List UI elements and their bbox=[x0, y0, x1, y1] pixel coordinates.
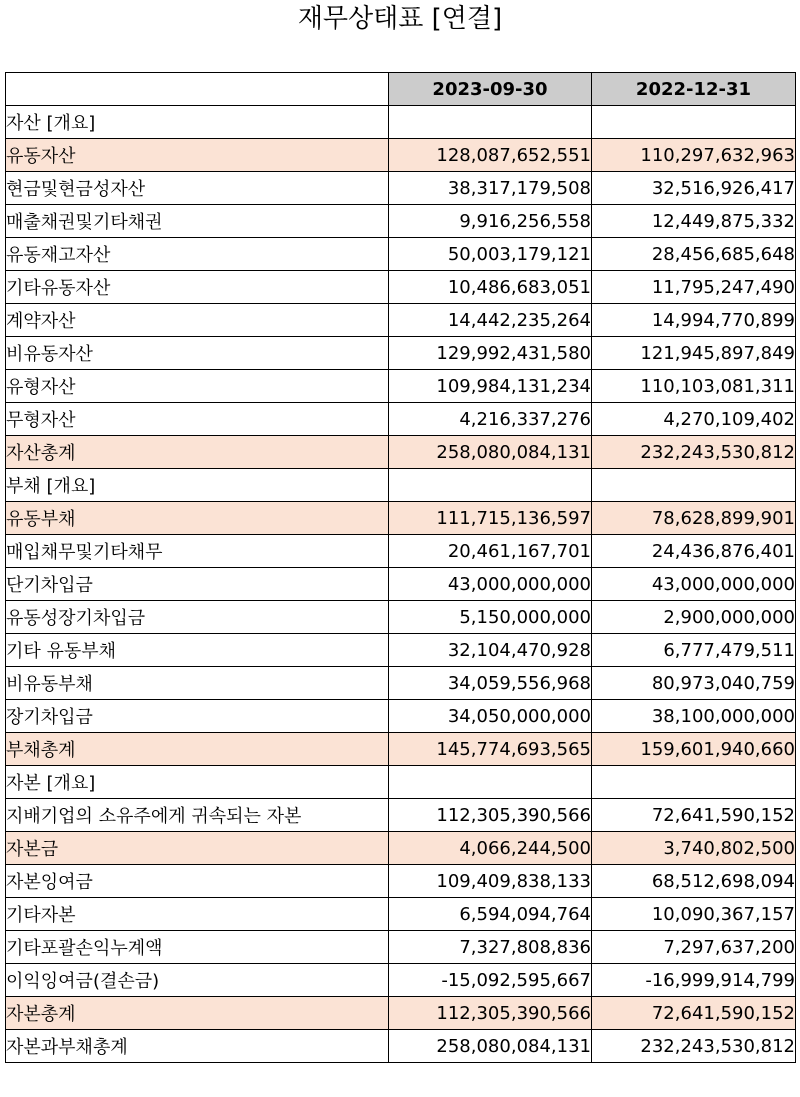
value-current: 109,984,131,234 bbox=[389, 370, 592, 403]
row-label: 매입채무및기타채무 bbox=[6, 535, 389, 568]
table-row bbox=[6, 832, 796, 865]
table-row bbox=[6, 205, 796, 238]
row-label: 자산총계 bbox=[6, 436, 389, 469]
value-current: 112,305,390,566 bbox=[389, 997, 592, 1030]
value-current: 111,715,136,597 bbox=[389, 502, 592, 535]
value-prior: 159,601,940,660 bbox=[592, 733, 796, 766]
value-current: 6,594,094,764 bbox=[389, 898, 592, 931]
row-label: 현금및현금성자산 bbox=[6, 172, 389, 205]
table-row bbox=[6, 601, 796, 634]
value-current: 20,461,167,701 bbox=[389, 535, 592, 568]
table-row bbox=[6, 931, 796, 964]
table-row bbox=[6, 535, 796, 568]
value-prior: 78,628,899,901 bbox=[592, 502, 796, 535]
table-body bbox=[6, 106, 796, 1063]
value-current: 4,216,337,276 bbox=[389, 403, 592, 436]
header-label-cell bbox=[6, 73, 389, 106]
value-current: 43,000,000,000 bbox=[389, 568, 592, 601]
row-label: 자본총계 bbox=[6, 997, 389, 1030]
value-current: 7,327,808,836 bbox=[389, 931, 592, 964]
header-row bbox=[6, 73, 796, 106]
value-prior: 12,449,875,332 bbox=[592, 205, 796, 238]
row-label: 계약자산 bbox=[6, 304, 389, 337]
value-prior: 2,900,000,000 bbox=[592, 601, 796, 634]
table-row bbox=[6, 997, 796, 1030]
row-label: 비유동자산 bbox=[6, 337, 389, 370]
value-prior: 28,456,685,648 bbox=[592, 238, 796, 271]
row-label: 무형자산 bbox=[6, 403, 389, 436]
value-current: 4,066,244,500 bbox=[389, 832, 592, 865]
value-prior: 4,270,109,402 bbox=[592, 403, 796, 436]
value-prior: 121,945,897,849 bbox=[592, 337, 796, 370]
value-current: 38,317,179,508 bbox=[389, 172, 592, 205]
value-current: 50,003,179,121 bbox=[389, 238, 592, 271]
value-prior: 110,103,081,311 bbox=[592, 370, 796, 403]
row-label: 단기차입금 bbox=[6, 568, 389, 601]
table-row bbox=[6, 733, 796, 766]
value-current: 128,087,652,551 bbox=[389, 139, 592, 172]
table-row bbox=[6, 271, 796, 304]
row-label: 지배기업의 소유주에게 귀속되는 자본 bbox=[6, 799, 389, 832]
value-current bbox=[389, 106, 592, 139]
value-prior: 38,100,000,000 bbox=[592, 700, 796, 733]
table-row bbox=[6, 469, 796, 502]
value-prior: 43,000,000,000 bbox=[592, 568, 796, 601]
table-row bbox=[6, 634, 796, 667]
row-label: 비유동부채 bbox=[6, 667, 389, 700]
row-label: 유동성장기차입금 bbox=[6, 601, 389, 634]
row-label: 유동자산 bbox=[6, 139, 389, 172]
table-row bbox=[6, 139, 796, 172]
table-row bbox=[6, 898, 796, 931]
value-current: 258,080,084,131 bbox=[389, 436, 592, 469]
value-prior bbox=[592, 469, 796, 502]
value-current: -15,092,595,667 bbox=[389, 964, 592, 997]
value-current: 109,409,838,133 bbox=[389, 865, 592, 898]
value-prior: 24,436,876,401 bbox=[592, 535, 796, 568]
financial-statement-table bbox=[5, 72, 796, 1063]
value-current bbox=[389, 469, 592, 502]
value-current: 9,916,256,558 bbox=[389, 205, 592, 238]
value-prior: 7,297,637,200 bbox=[592, 931, 796, 964]
value-prior: 72,641,590,152 bbox=[592, 997, 796, 1030]
value-prior: 32,516,926,417 bbox=[592, 172, 796, 205]
value-current: 34,050,000,000 bbox=[389, 700, 592, 733]
value-prior bbox=[592, 106, 796, 139]
row-label: 자본금 bbox=[6, 832, 389, 865]
table-row bbox=[6, 568, 796, 601]
value-prior: 3,740,802,500 bbox=[592, 832, 796, 865]
value-current bbox=[389, 766, 592, 799]
value-prior: 110,297,632,963 bbox=[592, 139, 796, 172]
row-label: 자본과부채총계 bbox=[6, 1030, 389, 1063]
header-date-prior: 2022-12-31 bbox=[592, 73, 796, 106]
row-label: 이익잉여금(결손금) bbox=[6, 964, 389, 997]
value-current: 14,442,235,264 bbox=[389, 304, 592, 337]
table-row bbox=[6, 865, 796, 898]
value-prior: 14,994,770,899 bbox=[592, 304, 796, 337]
row-label: 매출채권및기타채권 bbox=[6, 205, 389, 238]
value-current: 145,774,693,565 bbox=[389, 733, 592, 766]
value-prior: 232,243,530,812 bbox=[592, 1030, 796, 1063]
table-row bbox=[6, 403, 796, 436]
row-label: 장기차입금 bbox=[6, 700, 389, 733]
value-current: 5,150,000,000 bbox=[389, 601, 592, 634]
value-prior: 72,641,590,152 bbox=[592, 799, 796, 832]
table-row bbox=[6, 799, 796, 832]
row-label: 자본 [개요] bbox=[6, 766, 389, 799]
table-row bbox=[6, 106, 796, 139]
value-prior: 6,777,479,511 bbox=[592, 634, 796, 667]
table-row bbox=[6, 964, 796, 997]
table-row bbox=[6, 172, 796, 205]
value-prior: 11,795,247,490 bbox=[592, 271, 796, 304]
header-date-current: 2023-09-30 bbox=[389, 73, 592, 106]
row-label: 기타자본 bbox=[6, 898, 389, 931]
row-label: 부채 [개요] bbox=[6, 469, 389, 502]
row-label: 유동재고자산 bbox=[6, 238, 389, 271]
value-current: 112,305,390,566 bbox=[389, 799, 592, 832]
table-row bbox=[6, 238, 796, 271]
table-row bbox=[6, 502, 796, 535]
row-label: 자산 [개요] bbox=[6, 106, 389, 139]
value-current: 258,080,084,131 bbox=[389, 1030, 592, 1063]
value-prior: 10,090,367,157 bbox=[592, 898, 796, 931]
table-row bbox=[6, 436, 796, 469]
table-row bbox=[6, 766, 796, 799]
row-label: 부채총계 bbox=[6, 733, 389, 766]
value-current: 10,486,683,051 bbox=[389, 271, 592, 304]
table-row bbox=[6, 304, 796, 337]
value-current: 32,104,470,928 bbox=[389, 634, 592, 667]
table-row bbox=[6, 370, 796, 403]
row-label: 자본잉여금 bbox=[6, 865, 389, 898]
table-row bbox=[6, 1030, 796, 1063]
row-label: 기타 유동부채 bbox=[6, 634, 389, 667]
value-current: 34,059,556,968 bbox=[389, 667, 592, 700]
value-prior bbox=[592, 766, 796, 799]
value-prior: 232,243,530,812 bbox=[592, 436, 796, 469]
page-title: 재무상태표 [연결] bbox=[297, 4, 503, 34]
value-prior: 68,512,698,094 bbox=[592, 865, 796, 898]
row-label: 기타포괄손익누계액 bbox=[6, 931, 389, 964]
row-label: 유형자산 bbox=[6, 370, 389, 403]
value-prior: -16,999,914,799 bbox=[592, 964, 796, 997]
table-row bbox=[6, 700, 796, 733]
table-row bbox=[6, 667, 796, 700]
row-label: 유동부채 bbox=[6, 502, 389, 535]
table-row bbox=[6, 337, 796, 370]
row-label: 기타유동자산 bbox=[6, 271, 389, 304]
value-prior: 80,973,040,759 bbox=[592, 667, 796, 700]
value-current: 129,992,431,580 bbox=[389, 337, 592, 370]
